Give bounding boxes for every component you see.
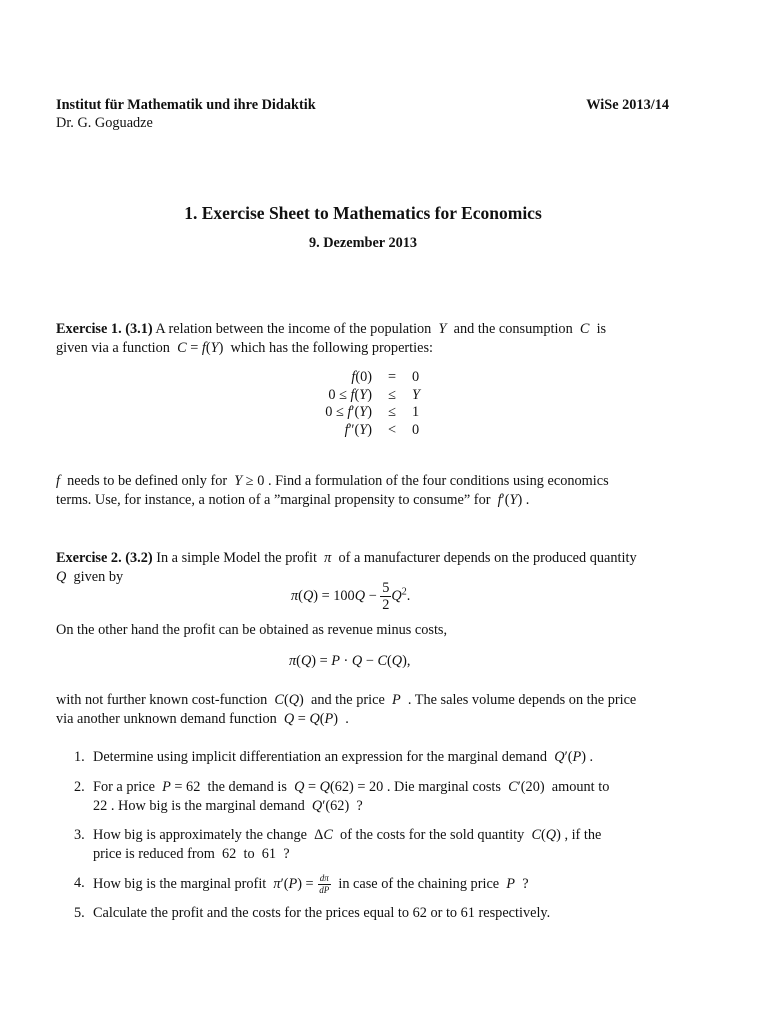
equation-rhs: Y [412, 386, 420, 403]
list-item-number: 5. [74, 905, 85, 921]
list-item-text: price is reduced from [93, 846, 215, 862]
semester-label: WiSe 2013/14 [586, 97, 669, 113]
exercise-1-text: which has the following properties: [230, 340, 433, 356]
date-label: 9. Dezember 2013 [308, 235, 418, 251]
equation-rhs: 1 [412, 404, 420, 420]
profit-equation: π(Q) = 100Q − $\frac{5}{2}$ $Q^2$. [291, 580, 411, 614]
author-name: Dr. G. Goguadze [56, 115, 153, 131]
exercise-2-other-hand: On the other hand the profit can be obtained as revenue minus costs, [56, 622, 448, 638]
exercise-1-text: is [596, 321, 607, 337]
exercise-1-text: A relation between the income of the population [155, 321, 432, 337]
list-item-text: of the costs for the sold quantity [340, 827, 525, 843]
list-item-text: ? [522, 875, 529, 892]
list-item-text: . How big is the marginal demand [110, 798, 305, 814]
list-item-number: 1. [74, 749, 85, 765]
list-item-text: , if the [564, 827, 602, 843]
exercise-2-text: of a manufacturer depends on the produced quantity [338, 550, 637, 566]
exercise-1-text: given via a function [56, 340, 170, 356]
equation-row: f″(Y) < 0 [296, 422, 422, 440]
equation-row: 0 ≤ f′(Y) ≤ 1 [296, 404, 422, 422]
revenue-cost-equation: π(Q) = P · Q − C(Q), [289, 653, 411, 669]
list-item-text: For a price [93, 779, 155, 795]
question-list: 1. Determine using implicit differentiation an expression for the marginal demand Q′(P) . 2. For a price P = 62 the demand is Q = Q(62) = 20 . Die marginal costs C′(20) amount to 22 . How big is the marginal demand Q′(62) ? 3. How big is approximately the change ΔC of the costs for the sold quantity C(Q) , if the price is reduced from 62 to 61 ? 4. How big is the marginal profit π′(P) = $\frac{d\pi}{dP}$ in case of the chaining price P ? 5. Calculate the profit and the costs for the prices equal to 62 or to 61 respectively. [56, 748, 668, 928]
exercise-1-text: and the consumption [453, 321, 573, 337]
exercise-1-text: terms. Use, for instance, a notion of a ”marginal propensity to consume” for [56, 492, 491, 508]
exercise-2-intro: Exercise 2. (3.2) In a simple Model the profit π of a manufacturer depends on the produced quantity Q given by [56, 550, 637, 585]
list-item-text: How big is approximately the change [93, 827, 307, 843]
exercise-2-text: with not further known cost-function [56, 692, 268, 708]
exercise-2-text: . [345, 711, 349, 727]
conditions-equations [296, 369, 422, 439]
exercise-1-text: needs to be defined only for [67, 473, 228, 489]
list-item-text: the demand is [207, 779, 287, 795]
exercise-2-text: and the price [310, 692, 385, 708]
exercise-2-text: given by [73, 569, 124, 585]
list-item-text: in case of the chaining price [338, 875, 500, 892]
list-item-text: ? [283, 846, 290, 862]
page-title: 1. Exercise Sheet to Mathematics for Economics [184, 203, 542, 223]
exercise-2-context: with not further known cost-function C(Q) and the price P . The sales volume depends on the price via another unknown demand function Q = Q(P) . [56, 692, 637, 727]
exercise-1-body: f needs to be defined only for Y ≥ 0 . Find a formulation of the four conditions using economics terms. Use, for instance, a notion of a ”marginal propensity to consume” for f′(Y) . [56, 473, 609, 508]
equation-rhs: 0 [412, 369, 420, 385]
exercise-2-text: via another unknown demand function [56, 711, 277, 727]
equation-relation: = [387, 369, 397, 385]
list-item-number: 4. [74, 875, 85, 891]
list-item-text: amount to [551, 779, 610, 795]
exercise-1-text: . Find a formulation of the four conditions using economics [267, 473, 609, 489]
equation-row: f(0) = 0 [296, 369, 422, 387]
equation-relation: ≤ [388, 404, 396, 420]
institute-name: Institut für Mathematik und ihre Didaktik [56, 97, 316, 113]
list-item-text: to [243, 846, 255, 862]
equation-row: 0 ≤ f(Y) ≤ Y [328, 386, 420, 403]
list-item-number: 3. [74, 827, 85, 843]
equation-rhs: 0 [412, 421, 420, 438]
exercise-2-text: In a simple Model the profit [156, 550, 317, 566]
equation-relation: < [387, 421, 397, 438]
equation-relation: ≤ [388, 386, 396, 403]
list-item-text: Determine using implicit differentiation an expression for the marginal demand [93, 749, 548, 765]
exercise-2-label: Exercise 2. (3.2) [56, 550, 153, 566]
exercise-2-text: . The sales volume depends on the price [407, 692, 637, 708]
list-item-text: . Die marginal costs [386, 779, 501, 795]
list-item-text: ? [356, 798, 363, 814]
list-item-text: Calculate the profit and the costs for the prices equal to 62 or to 61 respectively. [93, 905, 551, 921]
list-item-text: . [589, 749, 594, 765]
list-item-text: How big is the marginal profit [93, 875, 267, 892]
exercise-1-text: . [525, 492, 530, 508]
exercise-1-label: Exercise 1. (3.1) [56, 321, 153, 337]
list-item-number: 2. [74, 779, 85, 795]
exercise-1-intro: Exercise 1. (3.1) A relation between the income of the population Y and the consumption C is given via a function C = f(Y) which has the following properties: [56, 321, 607, 356]
